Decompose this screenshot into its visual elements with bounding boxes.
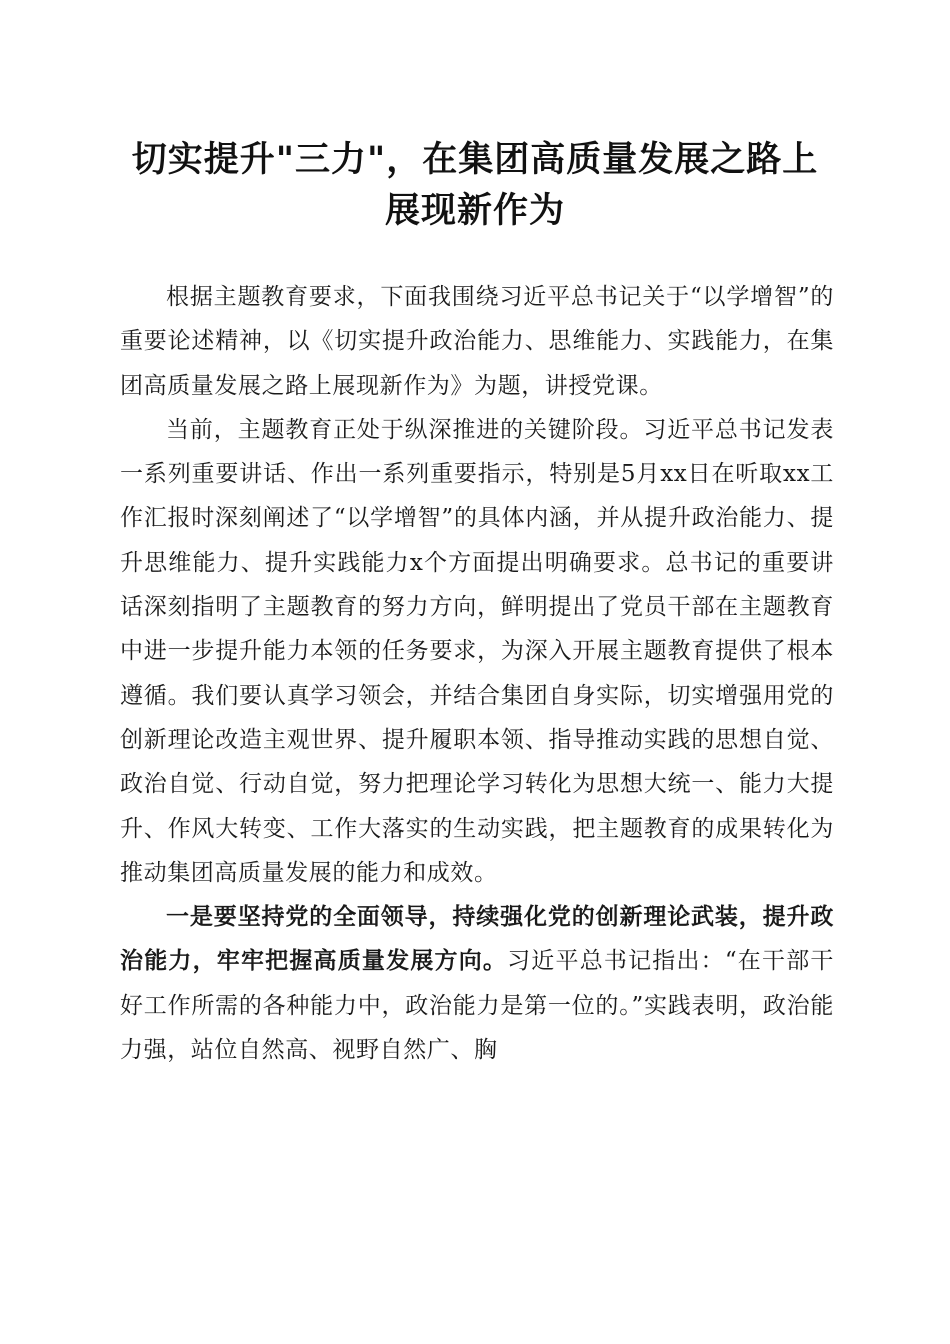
paragraph-intro-text: 根据主题教育要求，下面我围绕习近平总书记关于“以学增智”的重要论述精神，以《切实提升政治能力、思维能力、实践能力，在集团高质量发展之路上展现新作为》为题，讲授党课。 xyxy=(120,284,834,399)
document-title xyxy=(110,134,840,236)
paragraph-point-one-heading: 一是要坚持党的全面领导，持续强化党的创新理论武装，提升政治能力，牢牢把握高质量发展方向。 xyxy=(120,903,834,975)
title-line-2: 展现新作为 xyxy=(384,190,565,231)
paragraph-point-one-text: 习近平总书记指出：“在干部干好工作所需的各种能力中，政治能力是第一位的。”实践表明，政治能力强，站位自然高、视野自然广、胸 xyxy=(120,948,834,1064)
paragraph-context-text: 当前，主题教育正处于纵深推进的关键阶段。习近平总书记发表一系列重要讲话、作出一系列重要指示，特别是5月xx日在听取xx工作汇报时深刻阐述了“以学增智”的具体内涵，并从提升政治能力、提升思维能力、提升实践能力x个方面提出明确要求。总书记的重要讲话深刻指明了主题教育的努力方向，鲜明提出了党员干部在主题教育中进一步提升能力本领的任务要求，为深入开展主题教育提供了根本遵循。我们要认真学习领会，并结合集团自身实际，切实增强用党的创新理论改造主观世界、提升履职本领、指导推动实践的思想自觉、政治自觉、行动自觉，努力把理论学习转化为思想大统一、能力大提升、作风大转变、工作大落实的生动实践，把主题教育的成果转化为推动集团高质量发展的能力和成效。 xyxy=(120,416,834,886)
paragraph-intro xyxy=(120,275,834,408)
paragraph-context xyxy=(120,408,834,895)
paragraph-point-one xyxy=(120,895,834,1072)
title-line-1: 切实提升"三力"，在集团高质量发展之路上 xyxy=(131,139,819,180)
document-body xyxy=(120,275,834,1072)
